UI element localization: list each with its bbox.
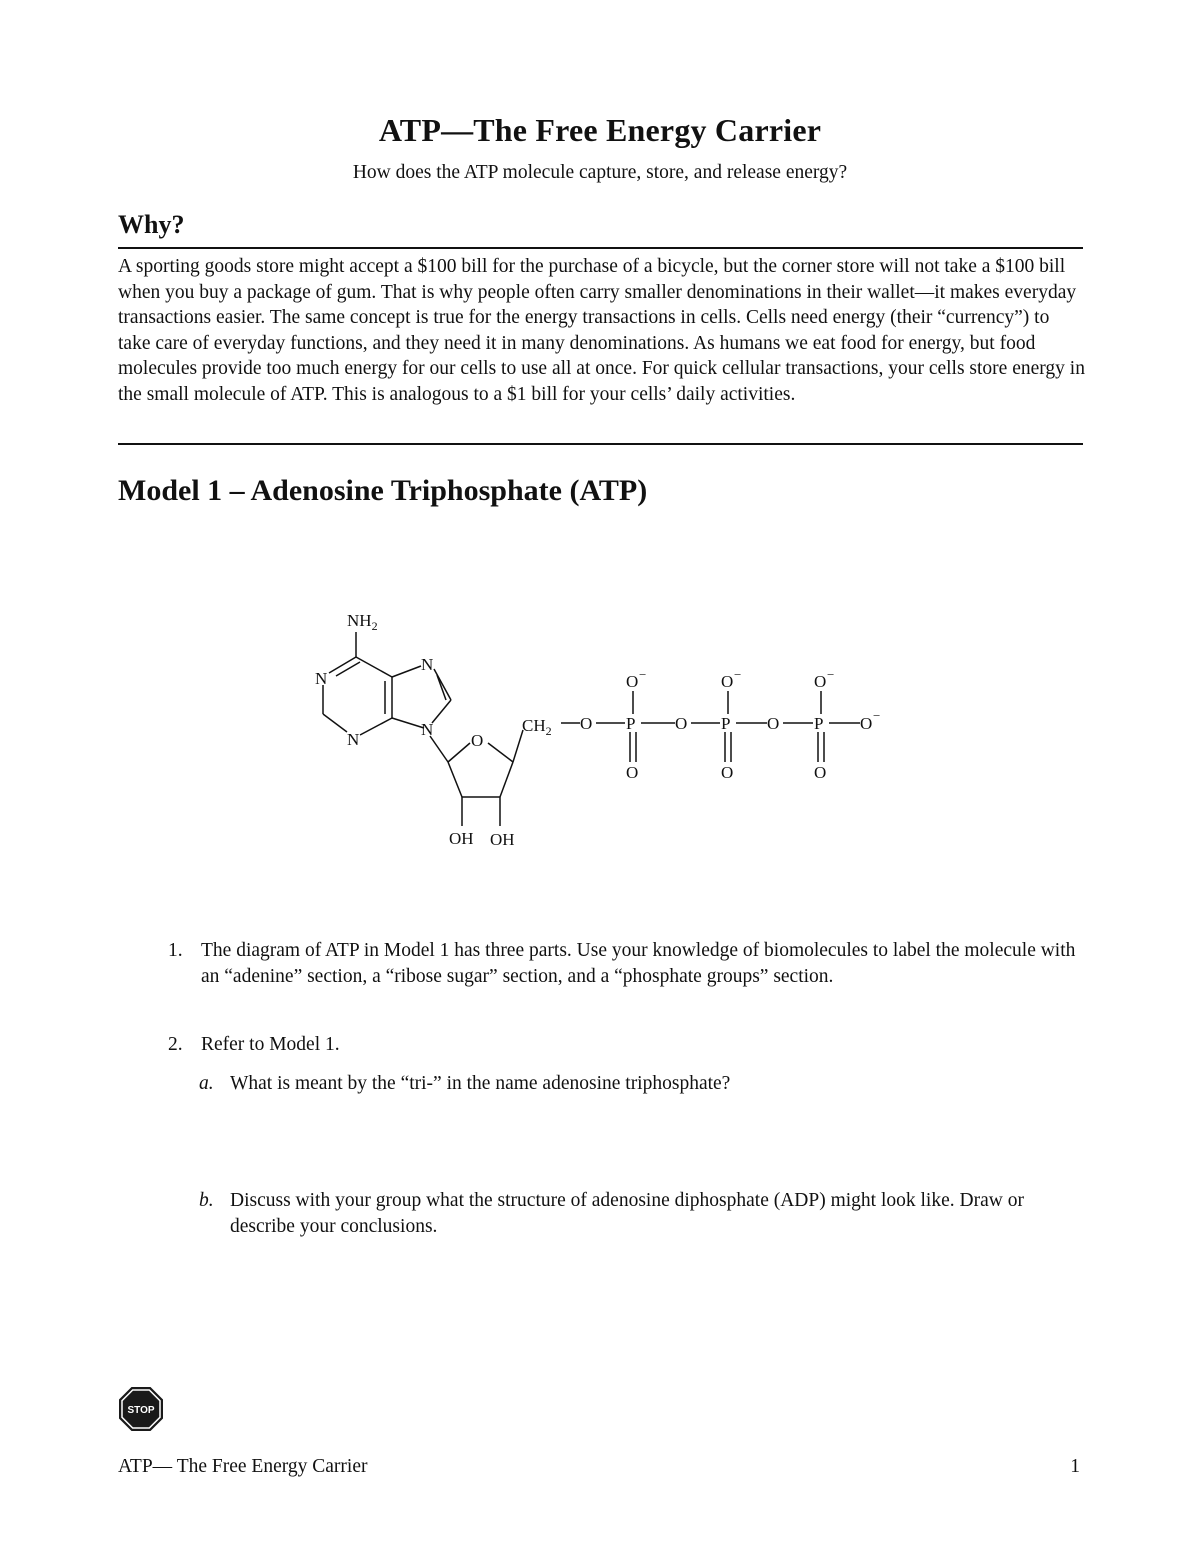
atom-o-beta-down: O (721, 763, 734, 782)
charge-beta: − (734, 667, 742, 682)
atom-n1: N (315, 669, 328, 688)
page-title: ATP—The Free Energy Carrier (378, 112, 822, 148)
atom-n7: N (421, 655, 434, 674)
atom-n9: N (421, 720, 434, 739)
question-text: What is meant by the “tri-” in the name adenosine triphosphate? (230, 1073, 731, 1094)
atp-atom-labels (315, 611, 880, 849)
atom-n3: N (347, 730, 360, 749)
atom-p-beta: P (721, 714, 731, 733)
atom-o-gamma-up: O (814, 672, 827, 691)
atom-nh2: $NH_2$ (347, 611, 378, 633)
atom-p-alpha: P (626, 714, 636, 733)
page-number: 1 (1070, 1456, 1080, 1477)
atp-bonds (323, 632, 860, 826)
charge-gamma: − (827, 667, 835, 682)
question-text: Refer to Model 1. (201, 1034, 340, 1055)
atom-ch2: $CH_2$ (522, 716, 552, 738)
charge-terminal: − (873, 708, 881, 723)
divider-top (118, 247, 1083, 249)
atom-terminal-o: O (860, 714, 873, 733)
question-number: 2. (168, 1034, 183, 1055)
atom-o-gamma-down: O (814, 763, 827, 782)
question-number: 1. (168, 940, 183, 961)
atom-o-alpha-up: O (626, 672, 639, 691)
atom-oh-2: OH (449, 829, 474, 848)
question-letter: b. (199, 1190, 214, 1211)
atom-o-alpha-down: O (626, 763, 639, 782)
charge-alpha: − (639, 667, 647, 682)
why-paragraph: A sporting goods store might accept a $100 bill for the purchase of a bicycle, but the corner store will not take a $100 bill when you buy a package of gum. That is why people often carry smaller denominations in their wallet—it makes everyday transactions easier. The same concept is true for the energy transactions in cells. Cells need energy (their “currency”) to take care of everyday functions, and they need it in many denominations. As humans we eat food for energy, but food molecules provide too much energy for our cells to use all at once. For quick cellular transactions, your cells store energy in the small molecule of ATP. This is analogous to a $1 bill for your cells’ daily activities. (118, 256, 1085, 405)
page-subtitle: How does the ATP molecule capture, store, and release energy? (352, 162, 848, 183)
atom-bridge-o2: O (675, 714, 688, 733)
question-letter: a. (199, 1073, 214, 1094)
question-text: Discuss with your group what the structure of adenosine diphosphate (ADP) might look like. Draw or describe your conclusions. (230, 1190, 1024, 1237)
atom-bridge-o3: O (767, 714, 780, 733)
footer-title: ATP— The Free Energy Carrier (118, 1456, 368, 1477)
atom-ribose-o: O (471, 731, 484, 750)
divider-bottom (118, 443, 1083, 445)
question-text: The diagram of ATP in Model 1 has three parts. Use your knowledge of biomolecules to label the molecule with an “adenine” section, a “ribose sugar” section, and a “phosphate groups” section. (201, 940, 1076, 987)
stop-sign-icon (118, 1386, 164, 1432)
why-heading: Why? (118, 210, 185, 239)
atom-o-beta-up: O (721, 672, 734, 691)
atom-bridge-o1: O (580, 714, 593, 733)
atom-p-gamma: P (814, 714, 824, 733)
svg-text:STOP: STOP (127, 1405, 155, 1416)
atom-oh-3: OH (490, 830, 515, 849)
model-heading: Model 1 – Adenosine Triphosphate (ATP) (118, 474, 648, 507)
